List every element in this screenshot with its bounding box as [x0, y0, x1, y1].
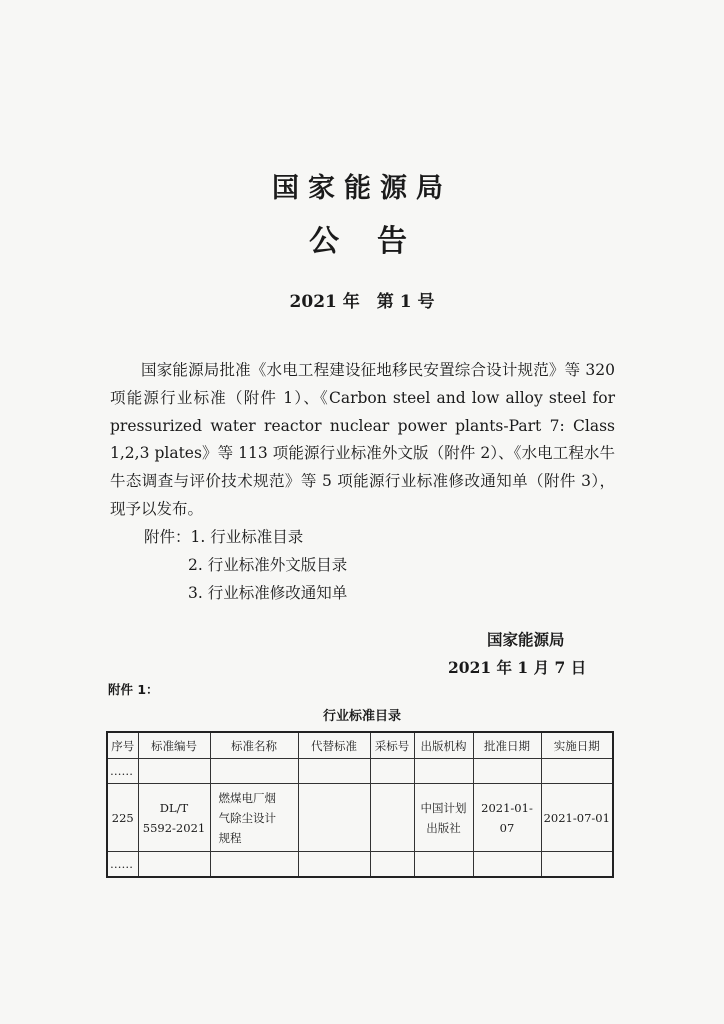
signature-organization: 国家能源局 [487, 631, 565, 649]
table-row-ellipsis [107, 852, 613, 878]
code-cell [138, 784, 210, 852]
signature-date: 2021 年 1 月 7 日 [448, 658, 587, 677]
ellipsis-cell: …… [107, 759, 138, 784]
column-header: 代替标准 [298, 732, 370, 759]
column-header: 批准日期 [473, 732, 541, 759]
column-header: 实施日期 [541, 732, 613, 759]
attachment-item-1-text: 1. 行业标准目录 [190, 528, 304, 546]
column-header: 标准编号 [138, 732, 210, 759]
effective-date-cell: 2021-07-01 [541, 784, 613, 852]
column-header: 序号 [107, 732, 138, 759]
announcement-number: 2021 年 第 1 号 [289, 292, 435, 312]
table-title: 行业标准目录 [322, 709, 401, 724]
table-row [107, 784, 613, 852]
approved-date-cell: 2021-01-07 [473, 784, 541, 852]
column-header: 标准名称 [210, 732, 298, 759]
attachment-item-2: 2. 行业标准外文版目录 [188, 556, 348, 574]
name-line: 燃煤电厂烟 [218, 790, 276, 805]
announcement-title: 公告 [309, 224, 445, 259]
seq-cell: 225 [107, 784, 138, 852]
adopted-cell [370, 784, 414, 852]
attachment-item-1 [144, 525, 303, 547]
table-row-ellipsis [107, 759, 613, 784]
attachments-label: 附件： [144, 528, 191, 546]
name-line: 规程 [218, 830, 242, 845]
column-header: 出版机构 [414, 732, 473, 759]
standards-table [106, 731, 614, 878]
publisher-line: 出版社 [426, 820, 461, 835]
replaces-cell [298, 784, 370, 852]
code-line: 5592-2021 [142, 820, 206, 835]
ellipsis-cell: …… [107, 852, 138, 878]
annex-label: 附件 1： [108, 682, 159, 697]
publisher-line: 中国计划 [420, 800, 467, 815]
column-header: 采标号 [370, 732, 414, 759]
name-cell [210, 784, 298, 852]
attachment-item-3: 3. 行业标准修改通知单 [188, 584, 348, 602]
code-line: DL/T [159, 800, 189, 815]
table-header-row [107, 732, 613, 759]
name-line: 气除尘设计 [218, 810, 276, 825]
publisher-cell [414, 784, 473, 852]
issuing-organization: 国家能源局 [272, 173, 452, 204]
announcement-body: 国家能源局批准《水电工程建设征地移民安置综合设计规范》等 320 项能源行业标准（附件 1）、《Carbon steel and low alloy steel for pressurized water reactor nuclear power plants-Part 7: Class 1,2,3 plates》等 113 项能源行业标准外文版（附件 2）、《水电工程水牛牛态调查与评价技术规范》等 5 项能源行业标准修改通知单（附件 3），现予以发布。 [110, 361, 615, 518]
